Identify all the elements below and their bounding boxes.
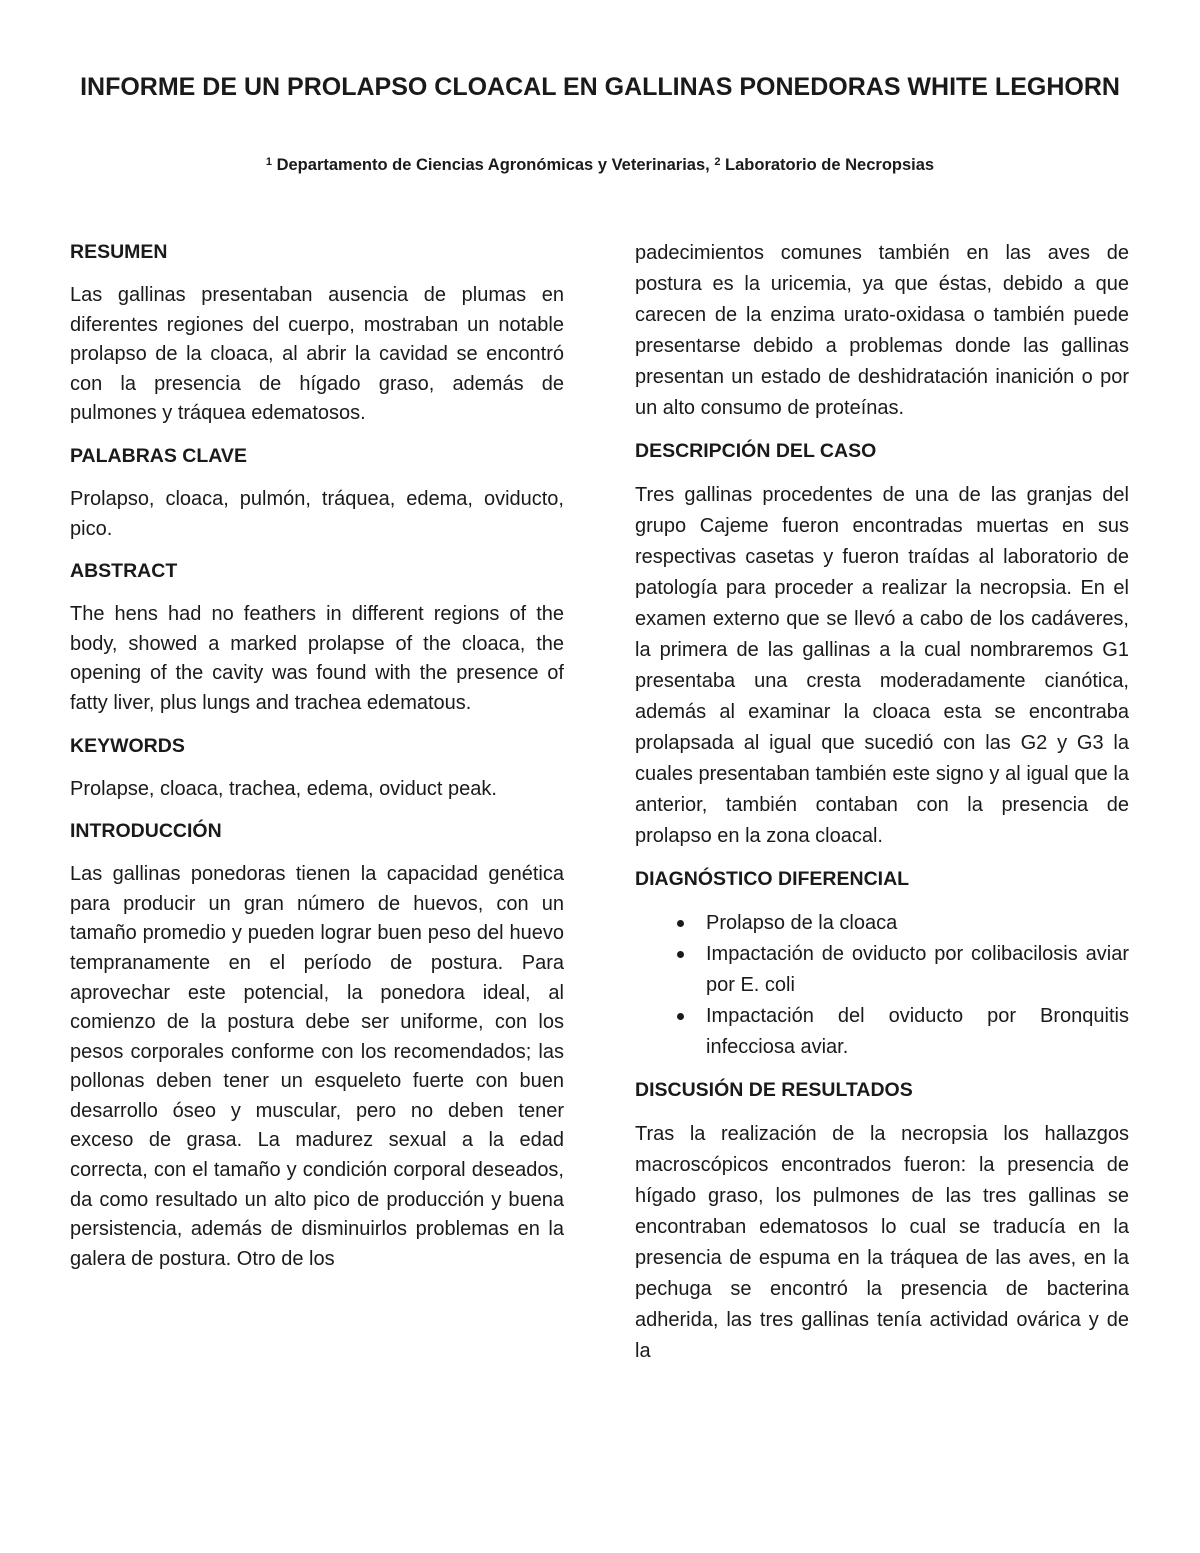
list-item (635, 939, 1129, 1001)
introduccion-text: Las gallinas ponedoras tienen la capacidad genética para producir un gran número de huevos, con un tamaño promedio y pueden lograr buen peso del huevo tempranamente en el período de postura. Para aprovechar este potencial, la ponedora ideal, al comienzo de la postura debe ser uniforme, con los pesos corporales conforme con los recomendados; las pollonas deben tener un esqueleto fuerte con buen desarrollo óseo y muscular, pero no deben tener exceso de grasa. La madurez sexual a la edad correcta, con el tamaño y condición corporal deseados, da como resultado un alto pico de producción y buena persistencia, además de disminuirlos problemas en la galera de postura. Otro de los (70, 863, 564, 1270)
keywords-text: Prolapse, cloaca, trachea, edema, oviduct peak. (70, 777, 497, 800)
right-column (635, 238, 1129, 1379)
palabras-clave-text: Prolapso, cloaca, pulmón, tráquea, edema, oviducto, pico. (70, 487, 564, 540)
abstract-heading: ABSTRACT (70, 560, 178, 583)
diagnostico-heading: DIAGNÓSTICO DIFERENCIAL (635, 868, 910, 890)
paper-title: INFORME DE UN PROLAPSO CLOACAL EN GALLINAS PONEDORAS WHITE LEGHORN (80, 73, 1120, 101)
left-column (70, 237, 564, 1286)
resumen-text: Las gallinas presentaban ausencia de plumas en diferentes regiones del cuerpo, mostraban un notable prolapso de la cloaca, al abrir la cavidad se encontró con la presencia de hígado graso, además de pulmones y tráquea edematosos. (70, 284, 564, 425)
diagnostico-item-text: Prolapso de la cloaca (706, 912, 898, 934)
affiliation-marker-1: 1 (265, 156, 272, 168)
diagnostico-list (635, 908, 1129, 1063)
affiliations (60, 154, 1140, 176)
bullet-icon (677, 920, 684, 927)
affiliation-dept-2: Laboratorio de Necropsias (725, 156, 935, 174)
discusion-text: Tras la realización de la necropsia los hallazgos macroscópicos encontrados fueron: la presencia de hígado graso, los pulmones de las tres gallinas se encontraban edematosos lo cual se traducía en la presencia de espuma en la tráquea de las aves, en la pechuga se encontró la presencia de bacterina adherida, las tres gallinas tenía actividad ovárica y de la (635, 1123, 1129, 1362)
affiliation-dept-1: Departamento de Ciencias Agronómicas y Veterinarias, (276, 156, 710, 174)
diagnostico-item-text: Impactación del oviducto por Bronquitis infecciosa aviar. (706, 1005, 1129, 1058)
keywords-heading: KEYWORDS (70, 734, 185, 757)
introduccion-continued-text: padecimientos comunes también en las aves de postura es la uricemia, ya que éstas, debido a que carecen de la enzima urato-oxidasa o también puede presentarse debido a problemas donde las gallinas presentan un estado de deshidratación inanición o por un alto consumo de proteínas. (635, 242, 1129, 419)
resumen-heading: RESUMEN (70, 241, 168, 263)
descripcion-caso-heading: DESCRIPCIÓN DEL CASO (635, 440, 877, 462)
introduccion-heading: INTRODUCCIÓN (70, 820, 222, 843)
list-item (635, 908, 1129, 939)
palabras-clave-heading: PALABRAS CLAVE (70, 444, 247, 467)
discusion-heading: DISCUSIÓN DE RESULTADOS (635, 1079, 913, 1101)
affiliation-marker-2: 2 (714, 156, 721, 168)
abstract-text: The hens had no feathers in different regions of the body, showed a marked prolapse of the cloaca, the opening of the cavity was found with the presence of fatty liver, plus lungs and trachea edematous. (70, 603, 564, 714)
bullet-icon (677, 951, 684, 958)
bullet-icon (677, 1013, 684, 1020)
diagnostico-item-text: Impactación de oviducto por colibacilosis aviar por E. coli (706, 943, 1129, 996)
list-item (635, 1001, 1129, 1063)
descripcion-caso-text: Tres gallinas procedentes de una de las granjas del grupo Cajeme fueron encontradas muertas en sus respectivas casetas y fueron traídas al laboratorio de patología para proceder a realizar la necropsia. En el examen externo que se llevó a cabo de los cadáveres, la primera de las gallinas a la cual nombraremos G1 presentaba una cresta moderadamente cianótica, además al examinar la cloaca esta se encontraba prolapsada al igual que sucedió con las G2 y G3 la cuales presentaban también este signo y al igual que la anterior, también contaban con la presencia de prolapso en la zona cloacal. (635, 484, 1129, 847)
